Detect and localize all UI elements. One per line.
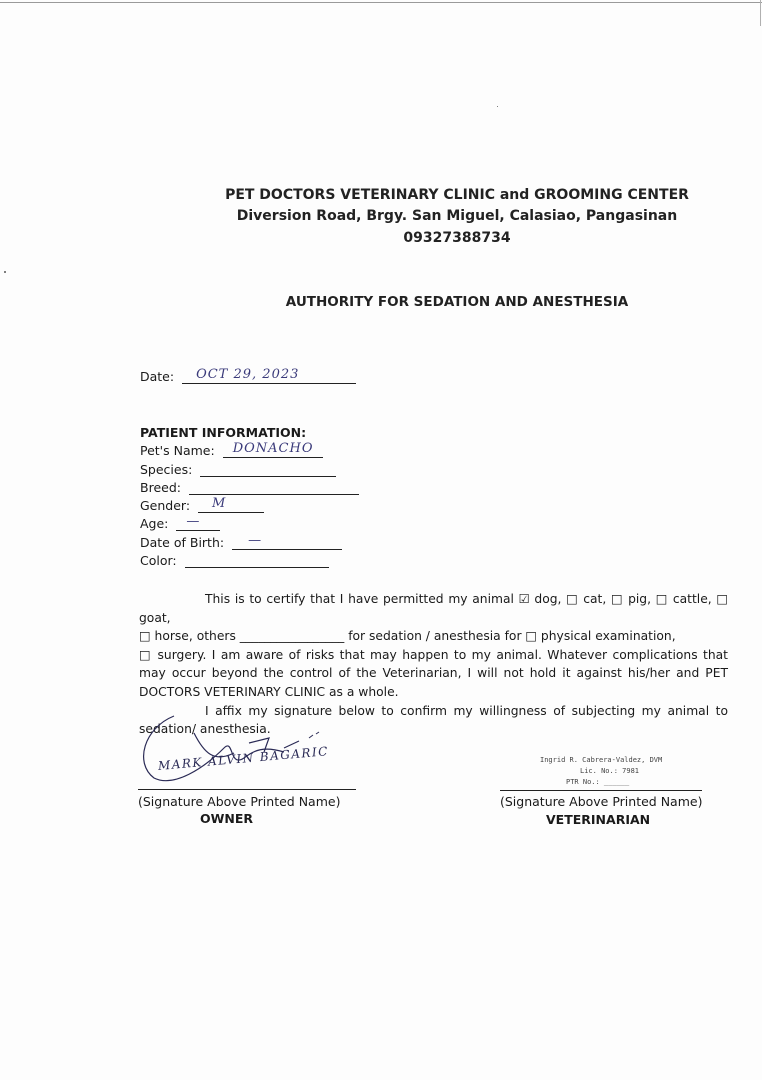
gender-value: M bbox=[212, 496, 227, 511]
age-label: Age: bbox=[140, 516, 169, 531]
gender-label: Gender: bbox=[140, 498, 191, 513]
date-row bbox=[140, 369, 356, 384]
breed-field[interactable] bbox=[189, 480, 359, 495]
pets-name-label: Pet's Name: bbox=[140, 443, 215, 458]
color-row bbox=[140, 553, 329, 568]
vet-stamp-license: Lic. No.: 7981 bbox=[580, 767, 640, 775]
date-label: Date: bbox=[140, 369, 175, 384]
age-value: — bbox=[186, 514, 201, 529]
vet-stamp bbox=[540, 755, 662, 788]
breed-label: Breed: bbox=[140, 480, 181, 495]
color-label: Color: bbox=[140, 553, 177, 568]
date-of-birth-label: Date of Birth: bbox=[140, 535, 225, 550]
owner-caption: (Signature Above Printed Name) bbox=[138, 794, 341, 809]
affix-statement: I affix my signature below to confirm my willingness of subjecting my animal to sedation/ anesthesia. bbox=[139, 703, 728, 737]
clinic-phone: 09327388734 bbox=[403, 230, 511, 246]
vet-caption: (Signature Above Printed Name) bbox=[500, 794, 703, 809]
age-row bbox=[140, 516, 220, 531]
owner-printed-name: MARK ALVIN BAGARIC bbox=[157, 744, 330, 773]
date-of-birth-row bbox=[140, 535, 342, 550]
vet-stamp-ptr: PTR No.: ______ bbox=[566, 778, 630, 786]
scan-top-edge bbox=[0, 2, 762, 3]
form-title: AUTHORITY FOR SEDATION AND ANESTHESIA bbox=[285, 294, 629, 310]
scan-speck bbox=[4, 271, 6, 273]
species-field[interactable] bbox=[200, 462, 336, 477]
pets-name-value: DONACHO bbox=[232, 441, 314, 456]
pets-name-row bbox=[140, 443, 323, 458]
owner-signature-line bbox=[138, 789, 356, 790]
pets-name-field[interactable] bbox=[223, 443, 323, 458]
gender-row bbox=[140, 498, 264, 513]
color-field[interactable] bbox=[185, 553, 329, 568]
date-field[interactable] bbox=[182, 369, 356, 384]
species-label: Species: bbox=[140, 462, 193, 477]
gender-field[interactable] bbox=[198, 498, 264, 513]
vet-role: VETERINARIAN bbox=[546, 812, 651, 827]
consent-line-2: □ horse, others _________________ for sedation / anesthesia for □ physical examination, bbox=[139, 629, 676, 644]
age-field[interactable] bbox=[176, 516, 220, 531]
date-of-birth-value: — bbox=[248, 533, 263, 548]
species-row bbox=[140, 462, 336, 477]
clinic-name: PET DOCTORS VETERINARY CLINIC and GROOMING CENTER bbox=[225, 187, 689, 203]
consent-line-3: □ surgery. I am aware of risks that may happen to my animal. Whatever complications that may occur beyond the control of the Veterinarian, I will not hold it against his/her and PET DOCTORS VETERINARY CLINIC as a whole. bbox=[139, 647, 728, 699]
date-value: OCT 29, 2023 bbox=[196, 367, 300, 382]
clinic-address: Diversion Road, Brgy. San Miguel, Calasiao, Pangasinan bbox=[236, 208, 678, 224]
scan-right-edge bbox=[760, 0, 761, 26]
owner-role: OWNER bbox=[200, 811, 254, 826]
date-of-birth-field[interactable] bbox=[232, 535, 342, 550]
patient-info-heading: PATIENT INFORMATION: bbox=[140, 425, 307, 440]
consent-line-1: This is to certify that I have permitted my animal ☑ dog, □ cat, □ pig, □ cattle, □ goat, bbox=[139, 592, 728, 625]
breed-row bbox=[140, 480, 359, 495]
scan-speck bbox=[497, 106, 498, 107]
vet-stamp-name: Ingrid R. Cabrera-Valdez, DVM bbox=[540, 756, 663, 764]
vet-signature-line bbox=[500, 790, 702, 791]
